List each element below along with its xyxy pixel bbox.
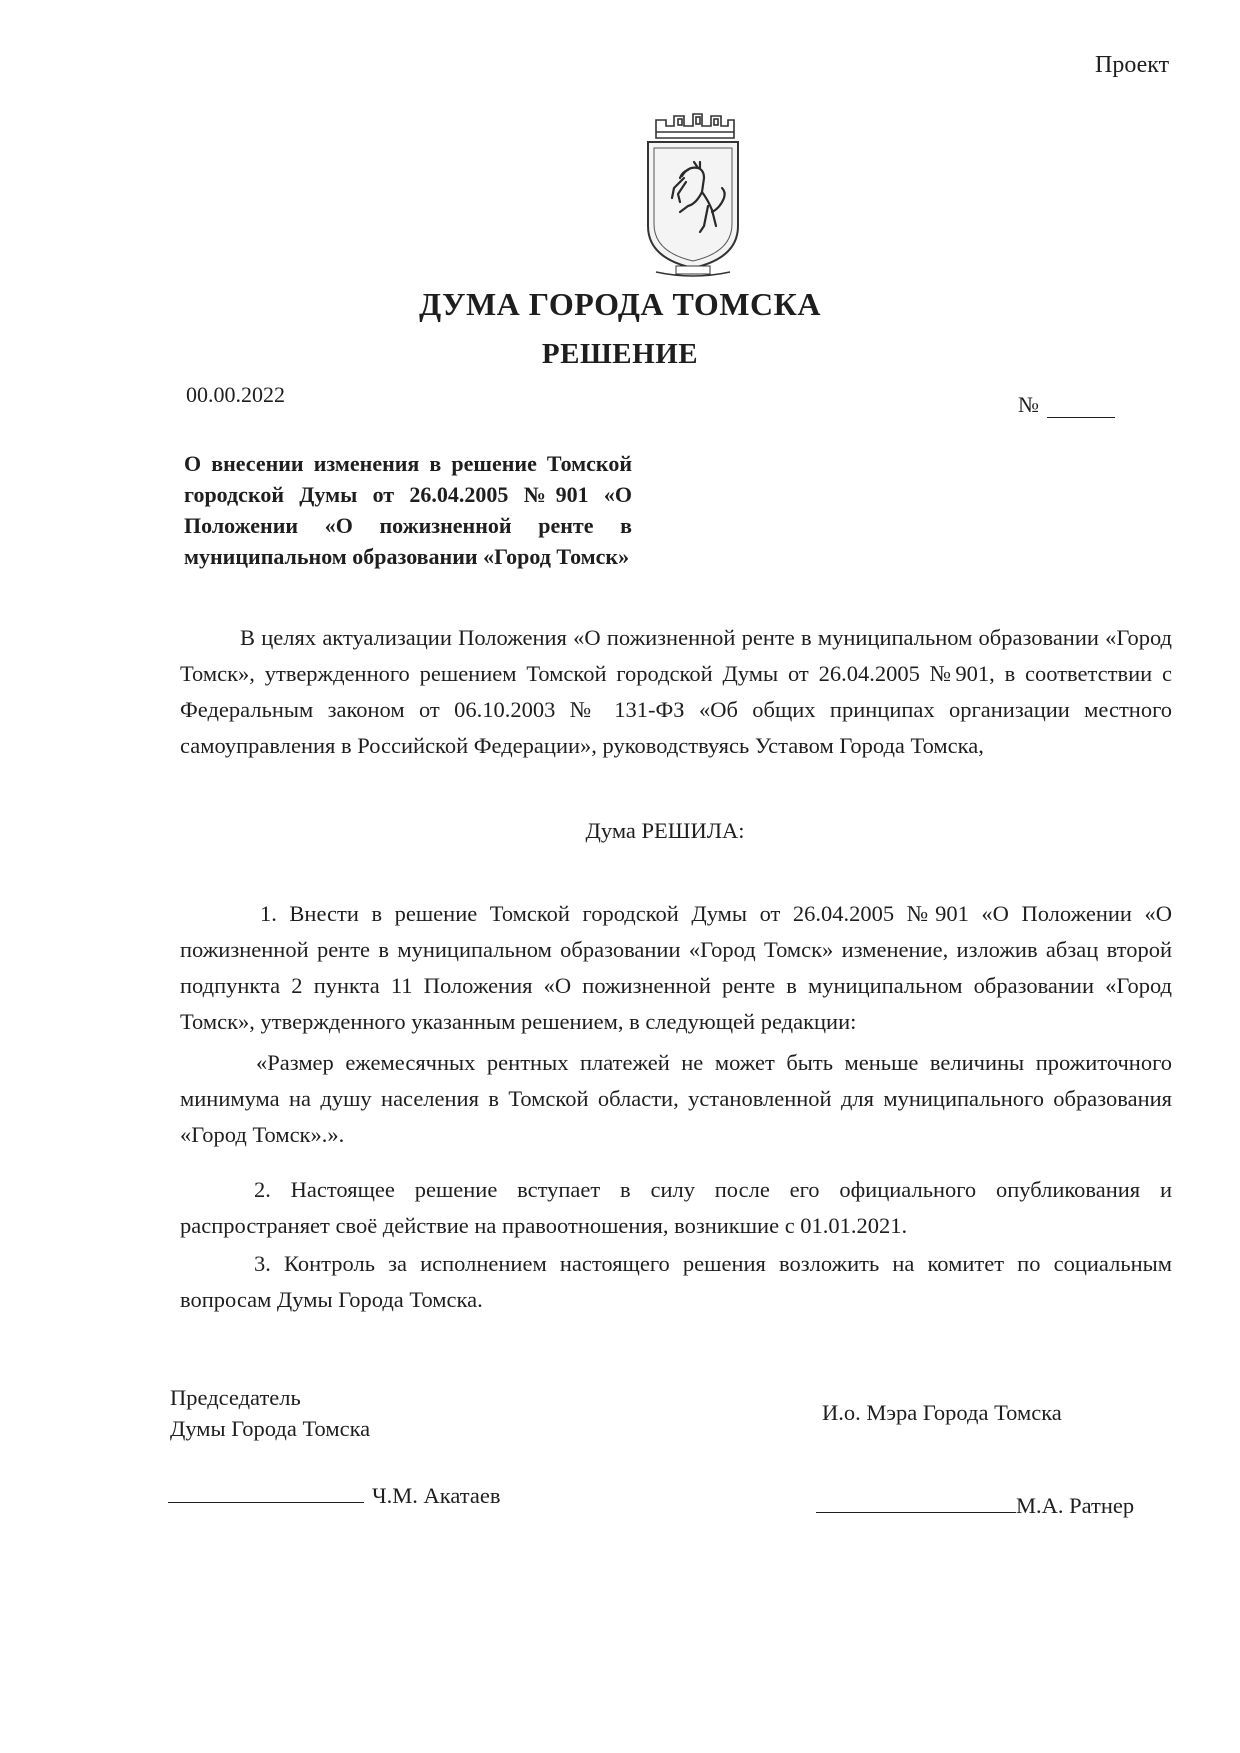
item-1-paragraph: 1. Внести в решение Томской городской Думы от 26.04.2005 №901 «О Положении «О пожизненной ренте в муниципальном образовании «Город Томск» изменение, изложив абзац второй подпункта 2 пункта 11 Положения «О пожизненной ренте в муниципальном образовании «Город Томск», утвержденного указанным решением, в следующей редакции: xyxy=(180,901,1172,1034)
tomsk-coat-of-arms-icon xyxy=(638,108,748,283)
organization-name: ДУМА ГОРОДА ТОМСКА xyxy=(419,286,821,322)
mayor-title: И.о. Мэра Города Томска xyxy=(822,1400,1062,1425)
item-3-paragraph: 3. Контроль за исполнением настоящего решения возложить на комитет по социальным вопросам Думы Города Томска. xyxy=(180,1251,1172,1312)
chairman-title-line1: Председатель xyxy=(170,1385,301,1410)
item-1-quote: «Размер ежемесячных рентных платежей не может быть меньше величины прожиточного минимума на душу населения в Томской области, установленной для муниципального образования «Город Томск».». xyxy=(180,1050,1172,1147)
resolution-heading: Дума РЕШИЛА: xyxy=(585,818,745,843)
draft-stamp: Проект xyxy=(1095,52,1170,78)
chairman-signature-line xyxy=(168,1480,364,1503)
mayor-signature-line xyxy=(816,1490,1016,1513)
chairman-signature xyxy=(168,1480,500,1509)
chairman-name: Ч.М. Акатаев xyxy=(372,1483,501,1508)
number-label: № xyxy=(1018,392,1039,417)
number-blank-line xyxy=(1047,399,1115,418)
item-2-paragraph: 2. Настоящее решение вступает в силу после его официального опубликования и распространяет своё действие на правоотношения, возникшие с 01.01.2021. xyxy=(180,1177,1172,1238)
document-type: РЕШЕНИЕ xyxy=(541,338,699,370)
chairman-title xyxy=(170,1382,370,1444)
intro-paragraph: В целях актуализации Положения «О пожизненной ренте в муниципальном образовании «Город Томск», утвержденного решением Томской городской Думы от 26.04.2005 №901, в соответствии с Федеральным законом от 06.10.2003 № 131-ФЗ «Об общих принципах организации местного самоуправления в Российской Федерации», руководствуясь Уставом Города Томска, xyxy=(180,625,1172,758)
mayor-signature xyxy=(816,1490,1134,1519)
document-date: 00.00.2022 xyxy=(186,382,285,407)
chairman-title-line2: Думы Города Томска xyxy=(170,1416,371,1441)
document-number xyxy=(1018,392,1115,418)
document-subject: О внесении изменения в решение Томской городской Думы от 26.04.2005 №901 «О Положении «О пожизненной ренте в муниципальном образовании «Город Томск» xyxy=(184,451,632,569)
mayor-name: М.А. Ратнер xyxy=(1016,1493,1135,1518)
